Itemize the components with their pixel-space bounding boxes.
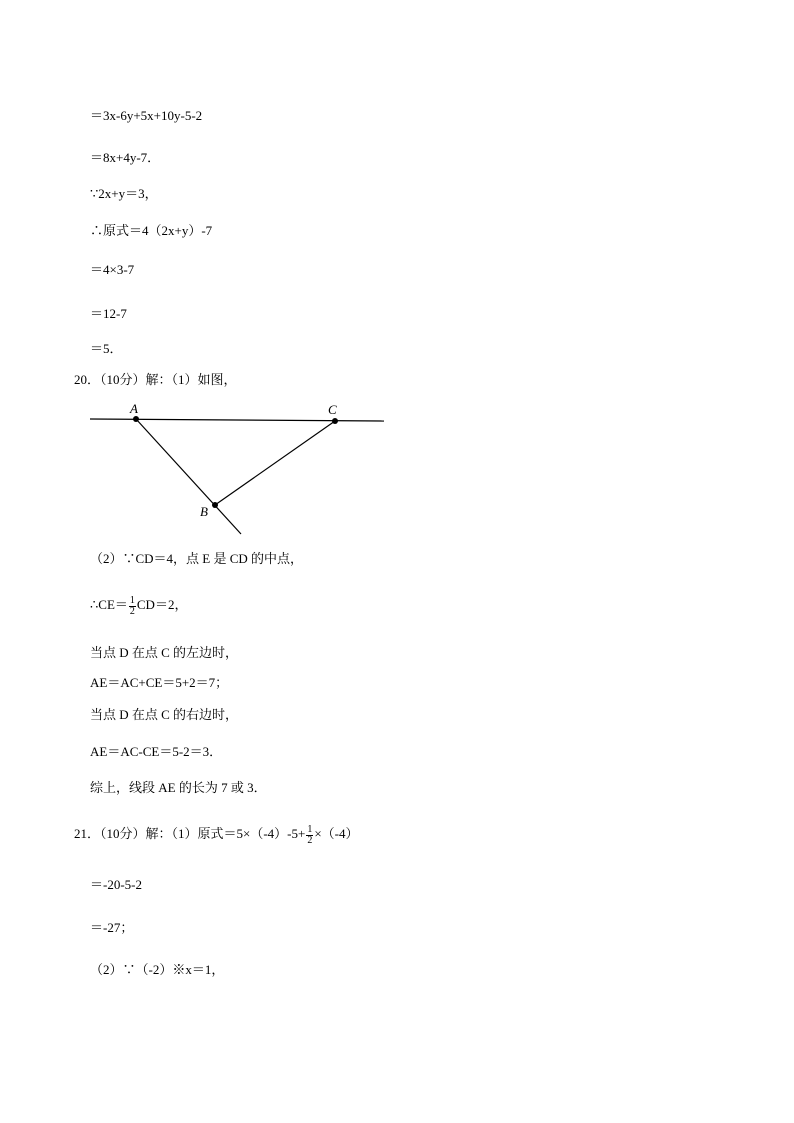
q21-suffix: ×（-4）	[314, 826, 359, 841]
fraction-num-2: 1	[307, 823, 313, 835]
ae-line-1: AE＝AC+CE＝5+2＝7；	[90, 675, 229, 690]
step-line-5: ＝4×3-7	[90, 262, 135, 277]
point-a	[133, 416, 139, 422]
ae-line-2: AE＝AC-CE＝5-2＝3．	[90, 744, 223, 759]
ce-suffix: CD＝2，	[136, 597, 188, 612]
segment-bc	[215, 421, 335, 505]
step-line-m2: ＝-27；	[90, 920, 134, 935]
ce-line	[90, 595, 187, 617]
left-case-text: 当点 D 在点 C 的左边时，	[90, 645, 239, 660]
label-c: C	[328, 402, 337, 417]
step-line-m1: ＝-20-5-2	[90, 877, 142, 892]
question-21-header	[74, 824, 359, 846]
label-a: A	[130, 401, 138, 416]
point-b	[212, 502, 218, 508]
part-2-line: （2）∵CD＝4，点 E 是 CD 的中点，	[90, 551, 304, 566]
step-line-3: ∵2x+y＝3，	[90, 186, 158, 201]
fraction-den: 2	[129, 605, 135, 617]
q21-prefix: 21．（10分）解：（1）原式＝5×（-4）-5+	[74, 826, 306, 841]
point-c	[332, 418, 338, 424]
step-line-2: ＝8x+4y-7．	[90, 150, 161, 165]
step-line-7: ＝5．	[90, 341, 123, 356]
ray-ab	[136, 419, 241, 534]
ce-prefix: ∴CE＝	[90, 597, 128, 612]
step-line-1: ＝3x-6y+5x+10y-5-2	[90, 108, 203, 123]
step-line-m3: （2）∵（-2）※x＝1，	[90, 962, 225, 977]
fraction-den-2: 2	[307, 834, 313, 846]
label-b: B	[200, 504, 208, 519]
fraction-half	[129, 596, 136, 617]
geometry-figure	[88, 398, 388, 538]
step-line-4: ∴原式＝4（2x+y）-7	[90, 223, 213, 238]
step-line-6: ＝12-7	[90, 306, 127, 321]
question-20-header: 20．（10分）解：（1）如图，	[74, 372, 237, 387]
fraction-half-2	[306, 825, 313, 846]
right-case-text: 当点 D 在点 C 的右边时，	[90, 707, 239, 722]
fraction-num: 1	[129, 594, 135, 606]
summary-line: 综上，线段 AE 的长为 7 或 3．	[90, 780, 267, 795]
